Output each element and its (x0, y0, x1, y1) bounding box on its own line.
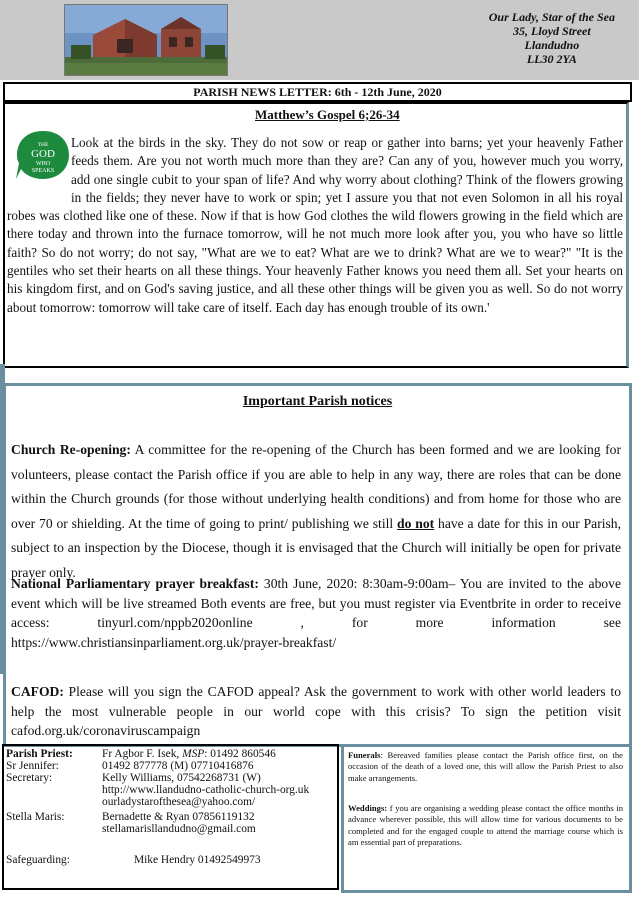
gospel-section (3, 102, 629, 368)
logo-text: SPEAKS (31, 168, 55, 174)
header-banner (0, 0, 639, 80)
funerals-label: Funerals (348, 750, 381, 760)
funerals-notice (348, 750, 623, 784)
contact-label: Secretary: (6, 772, 53, 784)
cafod-notice (11, 682, 621, 741)
gospel-passage-text: Look at the birds in the sky. They do not sow or reap or gather into barns; yet your heavenly Father feeds them. Are you not worth much more than they are? Can any of you, however much you worry, add one single cubit to your span of life? And why worry about clothing? Think of the flowers growing in the fields; they never have to work or spin; yet I assure you that not even Solomon in all his royal robes was clothed like one of these. Now if that is how God clothes the wild flowers growing in the field which are there today and thrown into the furnace tomorrow, will he not much more look after you, you who have so little faith? So do not worry; do not say, "What are we to eat? What are we to drink? What are we to wear?" "It is the gentiles who set their hearts on all these things. Your heavenly Father knows you need them all. Set your hearts on his kingdom first, and on God's saving justice, and all these other things will be given you as well. So do not worry about tomorrow: tomorrow will take care of itself. Each day has enough trouble of its own.' (7, 135, 623, 315)
contact-row (6, 748, 73, 760)
prayer-breakfast-notice (11, 574, 621, 652)
notice-text: 30th June, 2020: 8:30am-9:00am– You are invited to the above event which will be live streamed Both events are free, but you must register via Eventbrite in order to receive access: tinyurl.com/nppb2020online , for more information see https://www.christiansinparliament.org.uk/prayer-breakfast/ (11, 576, 622, 650)
logo-text: GOD (31, 148, 55, 160)
newsletter-title: PARISH NEWS LETTER: 6th - 12th June, 2020 (3, 82, 632, 102)
notice-label: National Parliamentary prayer breakfast: (11, 576, 259, 591)
weddings-notice (348, 803, 623, 849)
priest-name: Fr Agbor F. Isek, (102, 748, 183, 760)
weddings-label: Weddings: (348, 803, 388, 813)
contact-value: 01492 877778 (M) 07710416876 (102, 760, 254, 772)
notice-label: Church Re-opening: (11, 442, 131, 457)
notice-text: A committee for the re-opening of the Church has been formed and we are looking for volunteers, please contact the Parish office if you are able to help in any way, there are roles that can be done within the Church grounds (for those without underlying health conditions) and from home for those who are over 70 or shielding. At the time of going to print/ publishing we still (11, 442, 621, 531)
contact-row (6, 811, 65, 823)
priest-phone: : 01492 860546 (204, 748, 276, 760)
logo-text: WHO (35, 161, 51, 167)
parish-notices (3, 383, 632, 747)
notice-text: have a date for this in our Parish, subject to an inspection by the Diocese, though it is envisaged that the Church will initially be open for private prayer only. (11, 515, 622, 580)
address-line: 35, Lloyd Street (513, 24, 591, 38)
notice-label: CAFOD: (11, 684, 64, 699)
parish-address (489, 10, 615, 66)
parish-contacts (2, 744, 339, 890)
contact-label: Sr Jennifer: (6, 760, 59, 772)
address-line: LL30 2YA (526, 52, 577, 66)
logo-text: THE (37, 142, 49, 148)
website-link[interactable]: http://www.llandudno-catholic-church-org.uk (102, 784, 310, 796)
gospel-passage (7, 134, 623, 317)
notice-emphasis: do not (397, 515, 435, 531)
address-line: Llandudno (524, 38, 580, 52)
contact-label: Safeguarding: (6, 854, 70, 866)
priest-title: MSP (182, 748, 205, 760)
contact-value: Bernadette & Ryan 07856119132 (102, 811, 255, 823)
funerals-weddings (341, 744, 632, 893)
contact-value: Kelly Williams, 07542268731 (W) (102, 772, 261, 784)
notices-heading: Important Parish notices (242, 394, 393, 409)
email-link[interactable]: stellamarisllandudno@gmail.com (102, 823, 256, 835)
gospel-heading: Matthew’s Gospel 6;26-34 (255, 107, 400, 122)
notice-text: Please will you sign the CAFOD appeal? Ask the government to work with other world leaders to help the most vulnerable people in our world cope with this crisis? To sign the petition visit cafod.org.uk/coronaviruscampaign (11, 684, 621, 738)
contact-row (6, 854, 70, 866)
weddings-text: f you are organising a wedding please contact the office months in advance wherever possible, this will allow time for various documents to be completed and for the engaged couple to attend the marriage course which is am essential part of preparations. (348, 803, 623, 848)
email-link[interactable]: ourladystarofthesea@yahoo.com/ (102, 796, 256, 808)
church-photo (64, 4, 228, 76)
address-line: Our Lady, Star of the Sea (488, 10, 615, 24)
contact-value: Mike Hendry 01492549973 (134, 854, 261, 866)
contact-label: Stella Maris: (6, 811, 65, 823)
funerals-text: : Bereaved families please contact the Parish office first, on the occasion of the death of a loved one, this will allow the Parish Priest to also make arrangements. (348, 750, 623, 783)
church-reopening-notice (11, 438, 621, 585)
contact-label: Parish Priest: (6, 748, 73, 760)
contact-row (6, 760, 59, 772)
contact-row (6, 772, 52, 784)
contact-value (102, 748, 276, 760)
